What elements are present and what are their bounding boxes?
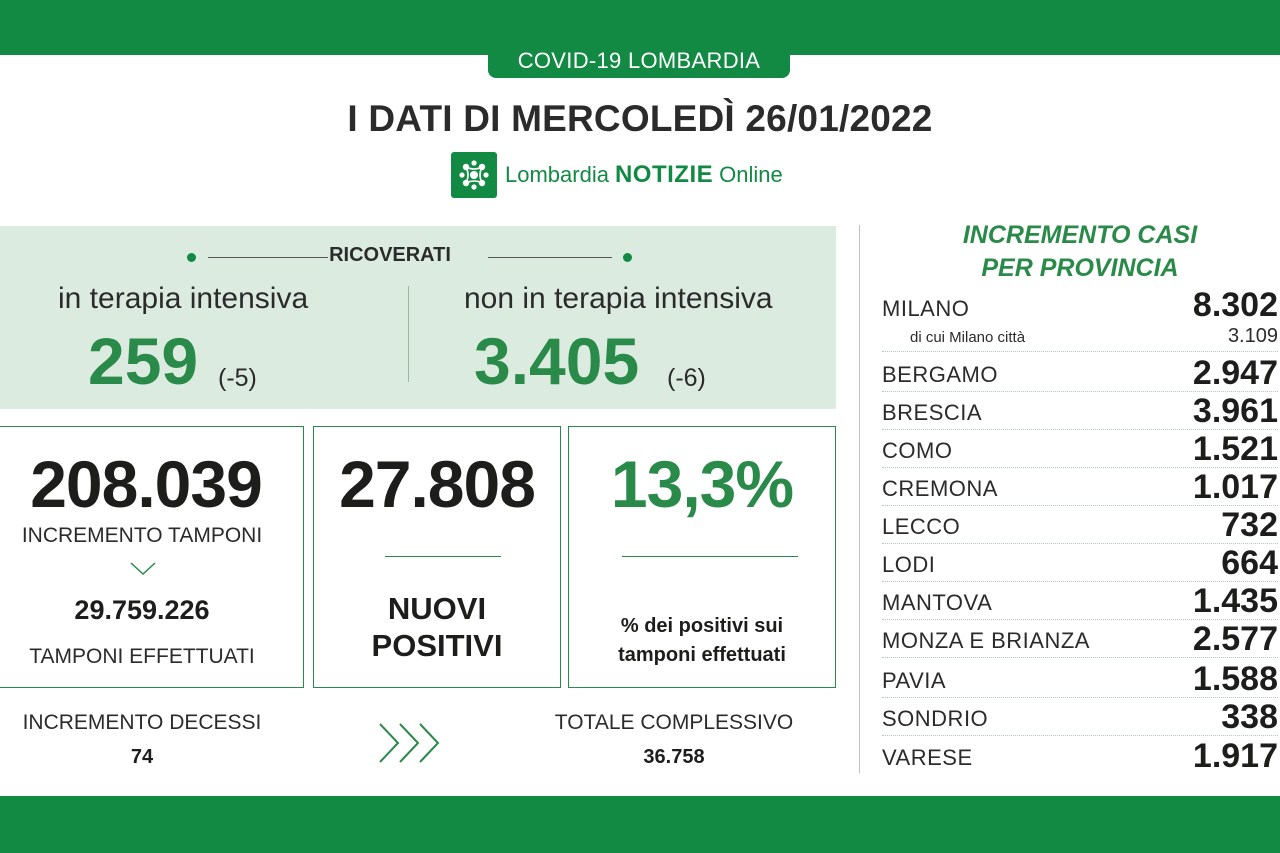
- province-name: LODI: [882, 552, 936, 577]
- province-name: MONZA E BRIANZA: [882, 628, 1090, 653]
- province-value: 3.961: [1192, 392, 1278, 430]
- province-value: 2.947: [1192, 354, 1278, 392]
- intensiva-value: 259: [88, 324, 199, 398]
- positivi-value: 27.808: [339, 447, 535, 521]
- non-intensiva-delta: (-6): [667, 364, 706, 392]
- ricoverati-divider: [408, 286, 409, 382]
- tamponi-total-label: TAMPONI EFFETTUATI: [29, 645, 255, 668]
- tamponi-increment-value: 208.039: [30, 447, 262, 521]
- bottom-banner: [0, 796, 1280, 853]
- tamponi-total-value: 29.759.226: [74, 595, 210, 625]
- milano-city-value: 3.109: [1227, 325, 1278, 347]
- province-value: 1.521: [1192, 430, 1278, 468]
- positivi-label-line1: NUOVI: [387, 591, 487, 626]
- province-value: 1.588: [1192, 660, 1278, 698]
- province-name: LECCO: [882, 514, 961, 539]
- decessi-increment-value: 74: [130, 746, 154, 768]
- province-value: 664: [1221, 544, 1278, 582]
- province-name: BERGAMO: [882, 362, 998, 387]
- intensiva-label: in terapia intensiva: [58, 282, 309, 315]
- percentuale-value: 13,3%: [610, 447, 794, 521]
- province-row: [882, 468, 1278, 506]
- percentuale-label-line2: tamponi effettuati: [618, 644, 786, 666]
- province-row: [882, 506, 1278, 544]
- province-title: [880, 219, 1280, 285]
- page-title: I DATI DI MERCOLEDÌ 26/01/2022: [347, 98, 933, 139]
- percentuale-divider: [622, 556, 798, 557]
- province-name: BRESCIA: [882, 400, 983, 425]
- intensiva-delta: (-5): [218, 364, 257, 392]
- percentuale-label: [568, 612, 836, 670]
- decessi-total-label: TOTALE COMPLESSIVO: [554, 711, 794, 734]
- ricoverati-dot-left: [187, 253, 196, 262]
- province-value: 338: [1221, 698, 1278, 736]
- positivi-label-line2: POSITIVI: [371, 628, 503, 663]
- province-row: [882, 392, 1278, 430]
- milano-city-label: di cui Milano città: [910, 329, 1026, 346]
- non-intensiva-label: non in terapia intensiva: [464, 282, 773, 315]
- province-name: SONDRIO: [882, 706, 989, 731]
- logo-text-lombardia: Lombardia: [505, 162, 609, 187]
- logo: [451, 151, 831, 199]
- province-row: [882, 430, 1278, 468]
- province-row: [882, 354, 1278, 392]
- province-name: VARESE: [882, 745, 973, 770]
- province-row: [882, 660, 1278, 698]
- province-separator: [859, 225, 860, 773]
- province-name: COMO: [882, 438, 953, 463]
- province-row: [882, 582, 1278, 620]
- province-value: 8.302: [1192, 286, 1278, 324]
- logo-text-online: Online: [719, 162, 783, 187]
- province-name: CREMONA: [882, 476, 998, 501]
- region-badge: COVID-19 LOMBARDIA: [488, 46, 790, 78]
- province-value: 1.435: [1192, 582, 1278, 620]
- province-value: 732: [1221, 506, 1278, 544]
- logo-text-notizie: NOTIZIE: [614, 161, 714, 188]
- province-name: PAVIA: [882, 668, 947, 693]
- positivi-divider: [385, 556, 501, 557]
- province-row: [882, 698, 1278, 736]
- province-value: 1.917: [1192, 737, 1278, 775]
- tamponi-increment-label: INCREMENTO TAMPONI: [21, 524, 263, 547]
- province-name: MILANO: [882, 296, 970, 321]
- province-row: [882, 544, 1278, 582]
- decessi-total-value: 36.758: [643, 746, 705, 768]
- province-row: [882, 620, 1278, 658]
- ricoverati-line-right: [488, 257, 612, 258]
- decessi-increment-label: INCREMENTO DECESSI: [22, 711, 262, 734]
- province-row: [882, 736, 1278, 774]
- rosa-camuna-icon: [451, 152, 497, 198]
- non-intensiva-value: 3.405: [474, 324, 640, 398]
- province-title-line1: INCREMENTO CASI: [962, 221, 1198, 249]
- chevron-down-icon: [130, 562, 156, 581]
- positivi-label: [313, 590, 561, 664]
- province-row-milano: [882, 288, 1278, 352]
- province-value: 2.577: [1192, 620, 1278, 658]
- province-value: 1.017: [1192, 468, 1278, 506]
- triple-chevron-right-icon: [378, 720, 444, 771]
- province-title-line2: PER PROVINCIA: [981, 254, 1179, 282]
- ricoverati-label: RICOVERATI: [329, 244, 451, 266]
- ricoverati-dot-right: [623, 253, 632, 262]
- province-name: MANTOVA: [882, 590, 993, 615]
- percentuale-label-line1: % dei positivi sui: [620, 615, 784, 637]
